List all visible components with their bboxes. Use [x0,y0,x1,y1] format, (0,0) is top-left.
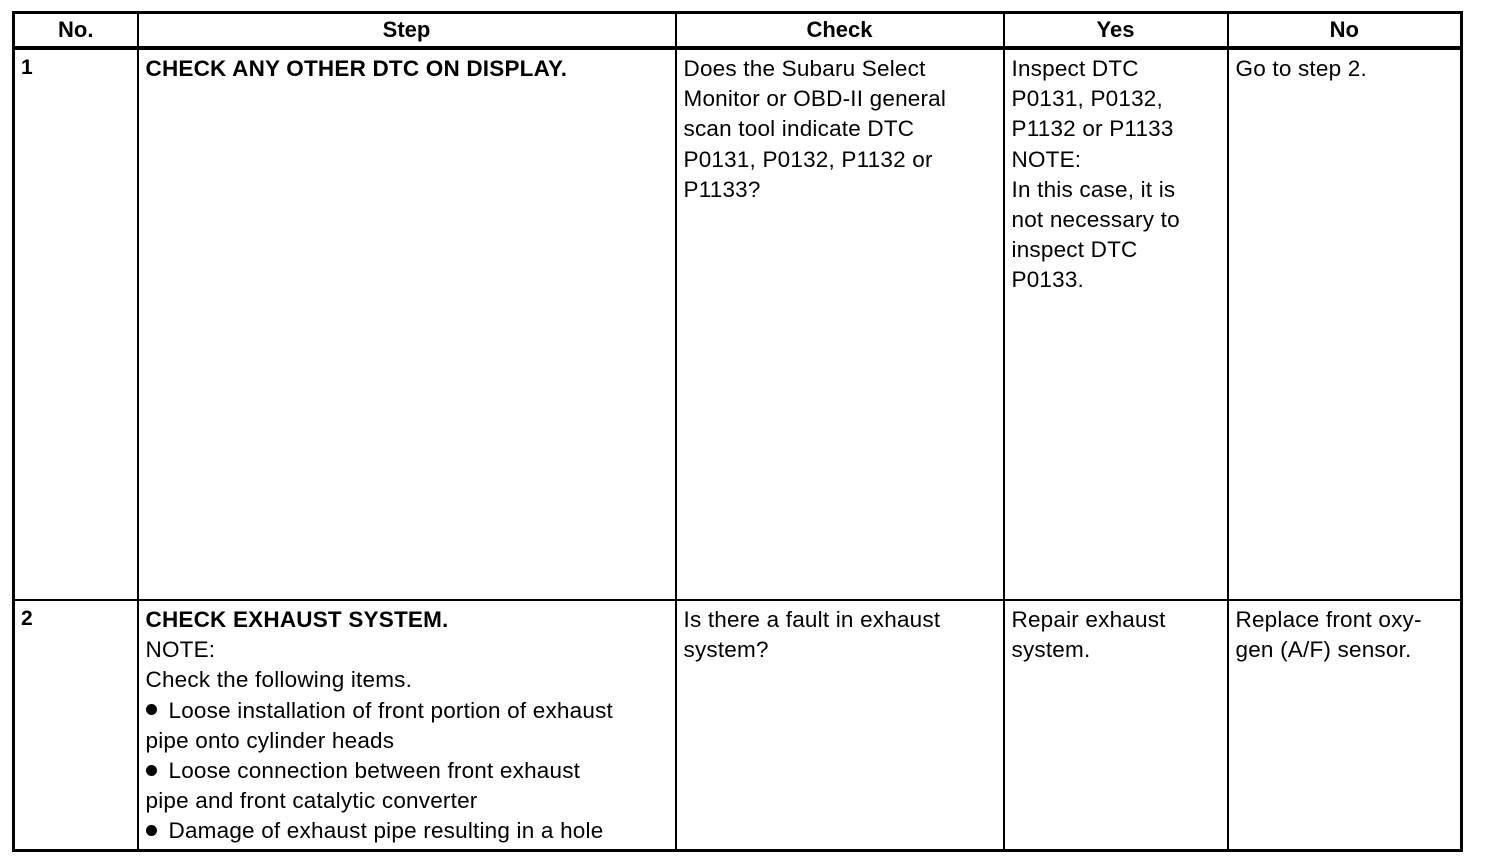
yes-line: P0131, P0132, [1011,86,1163,112]
step-cell [138,48,676,600]
no-line: gen (A/F) sensor. [1235,637,1412,663]
yes-line: In this case, it is [1011,176,1176,202]
no-cell [1228,48,1462,600]
yes-cell [1004,600,1228,850]
yes-line: NOTE: [1011,146,1082,172]
check-line: scan tool indicate DTC [683,116,915,142]
step-number-cell [14,48,138,600]
check-line: Monitor or OBD-II general [683,86,947,112]
step-note-label: NOTE: [145,637,216,663]
check-line: Does the Subaru Select [683,56,926,81]
yes-line: inspect DTC [1011,237,1138,263]
step-title: CHECK ANY OTHER DTC ON DISPLAY. [145,56,568,81]
check-line: P0131, P0132, P1132 or [683,146,933,172]
bullet-item: Loose installation of front portion of exhaust [146,696,668,726]
header-step: Step [138,13,676,49]
header-yes: Yes [1004,13,1228,49]
bullet-icon [146,825,157,836]
check-cell [676,48,1004,600]
header-check: Check [676,13,1004,49]
bullet-item-continuation: pipe and front catalytic converter [145,788,478,814]
yes-line: system. [1011,637,1091,663]
check-line: Is there a fault in exhaust [683,607,941,632]
step-number: 2 [21,607,33,630]
yes-cell [1004,48,1228,600]
yes-line: not necessary to [1011,207,1180,233]
bullet-icon [146,765,157,776]
bullet-item-continuation: pipe onto cylinder heads [145,727,395,753]
table-header-row [14,13,1462,49]
table-row [14,48,1462,600]
step-cell [138,600,676,850]
check-line: P1133? [683,176,761,202]
header-no: No. [14,13,138,49]
no-line: Go to step 2. [1235,56,1367,81]
no-cell [1228,600,1462,850]
step-number-cell [14,600,138,850]
table-row [14,600,1462,850]
step-note-text: Check the following items. [145,667,413,693]
step-number: 1 [21,56,33,79]
yes-line: Inspect DTC [1011,56,1139,81]
bullet-item: Loose connection between front exhaust [146,756,668,786]
yes-line: Repair exhaust [1011,607,1166,632]
check-cell [676,600,1004,850]
diagnostic-table [12,11,1463,852]
yes-line: P1132 or P1133 [1011,116,1174,142]
no-line: Replace front oxy- [1235,607,1422,632]
yes-line: P0133. [1011,267,1085,293]
step-title: CHECK EXHAUST SYSTEM. [145,607,449,632]
bullet-icon [146,704,157,715]
header-no-result: No [1228,13,1462,49]
bullet-item: Damage of exhaust pipe resulting in a hole [146,816,668,846]
diagnostic-procedure-sheet [12,11,1460,849]
check-line: system? [683,637,769,663]
